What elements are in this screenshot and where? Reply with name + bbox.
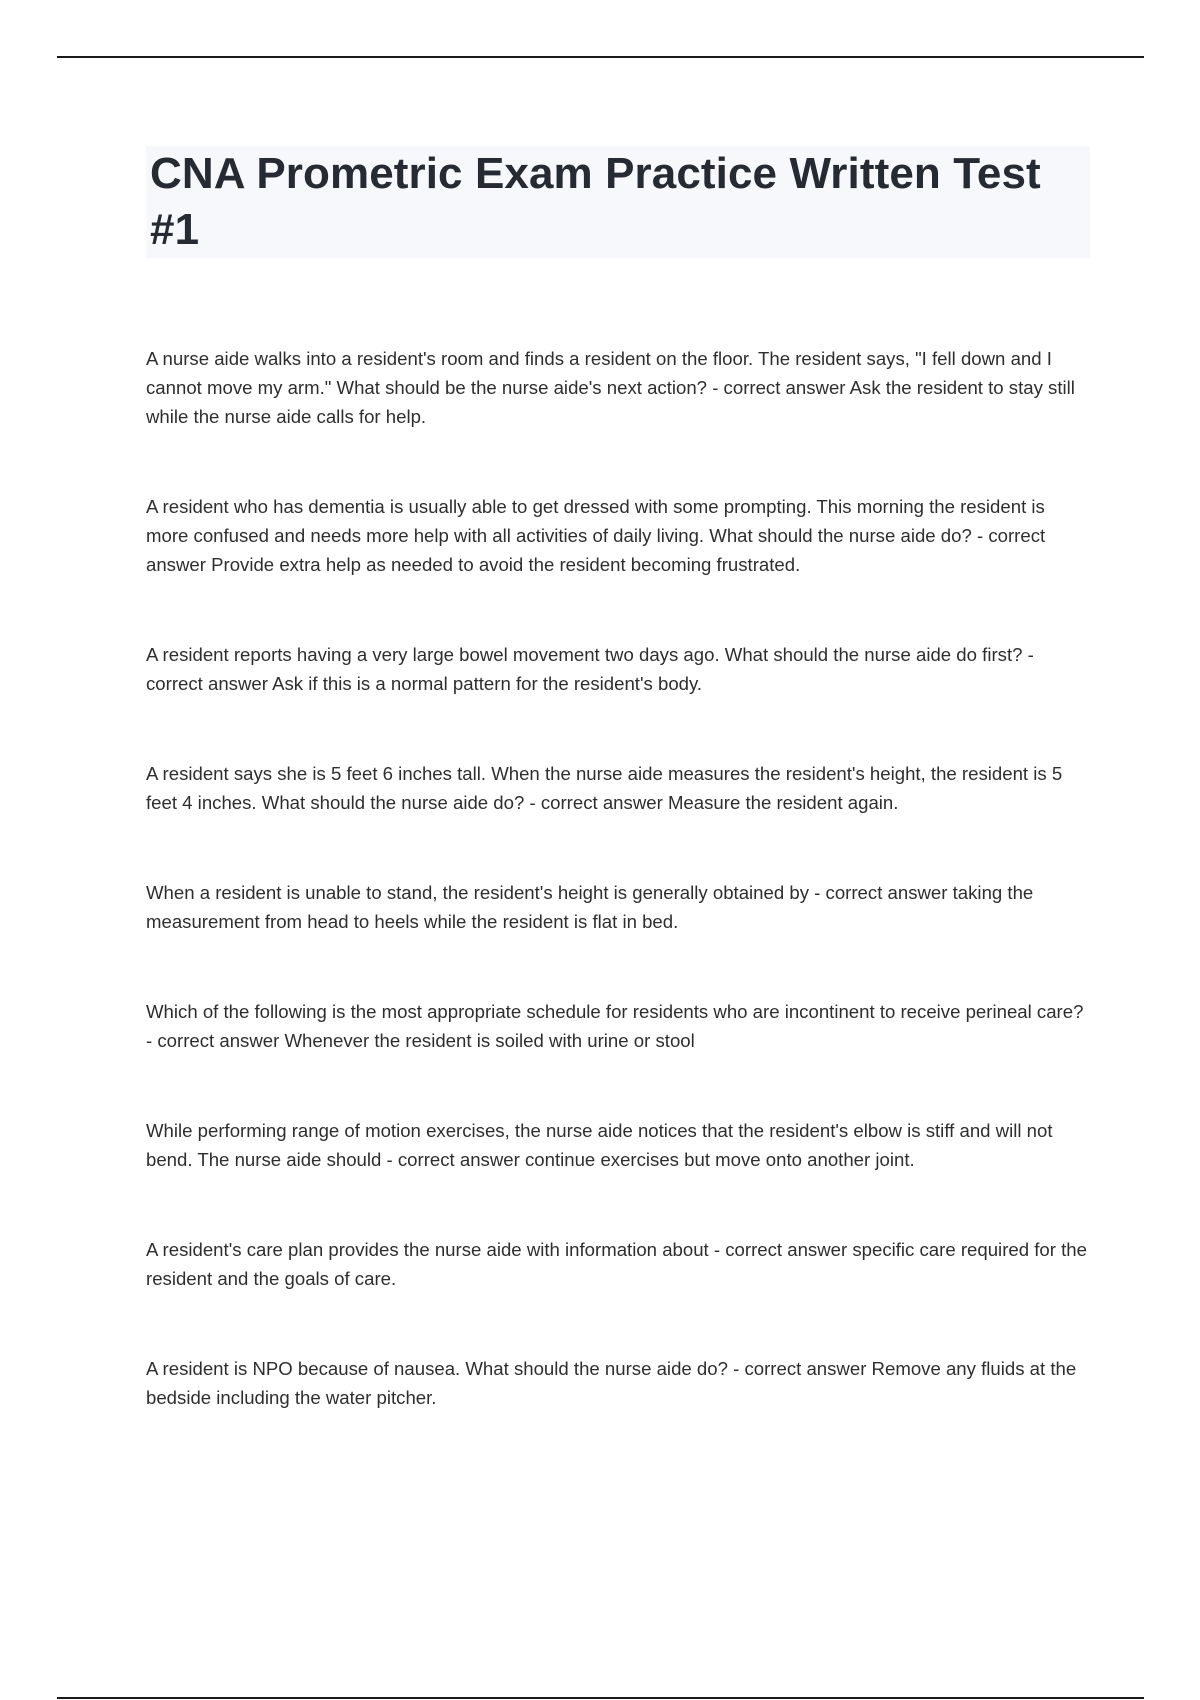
title-block <box>146 146 1090 258</box>
document-title: CNA Prometric Exam Practice Written Test #1 <box>150 149 1041 254</box>
question-item: A resident says she is 5 feet 6 inches tall. When the nurse aide measures the resident's height, the resident is 5 feet 4 inches. What should the nurse aide do? - correct answer Measure the resident again. <box>146 763 1063 813</box>
question-item: When a resident is unable to stand, the resident's height is generally obtained by - correct answer taking the measurement from head to heels while the resident is flat in bed. <box>146 882 1034 932</box>
question-item: A resident is NPO because of nausea. What should the nurse aide do? - correct answer Remove any fluids at the bedside including the water pitcher. <box>146 1358 1077 1408</box>
question-item: A resident's care plan provides the nurse aide with information about - correct answer specific care required for the resident and the goals of care. <box>146 1239 1087 1289</box>
question-item: A resident who has dementia is usually able to get dressed with some prompting. This morning the resident is more confused and needs more help with all activities of daily living. What should the nurse aide do? - correct answer Provide extra help as needed to avoid the resident becoming frustrated. <box>146 496 1046 575</box>
question-item: A resident reports having a very large bowel movement two days ago. What should the nurse aide do first? - correct answer Ask if this is a normal pattern for the resident's body. <box>146 644 1034 694</box>
question-item: A nurse aide walks into a resident's room and finds a resident on the floor. The resident says, "I fell down and I cannot move my arm." What should be the nurse aide's next action? - correct answer Ask the resident to stay still while the nurse aide calls for help. <box>146 348 1075 427</box>
question-list <box>146 344 1090 1473</box>
question-item: While performing range of motion exercises, the nurse aide notices that the resident's elbow is stiff and will not bend. The nurse aide should - correct answer continue exercises but move onto another joint. <box>146 1120 1053 1170</box>
question-item: Which of the following is the most appropriate schedule for residents who are incontinent to receive perineal care? - correct answer Whenever the resident is soiled with urine or stool <box>146 1001 1084 1051</box>
footer-rule <box>57 1697 1144 1699</box>
header-rule <box>57 56 1144 58</box>
